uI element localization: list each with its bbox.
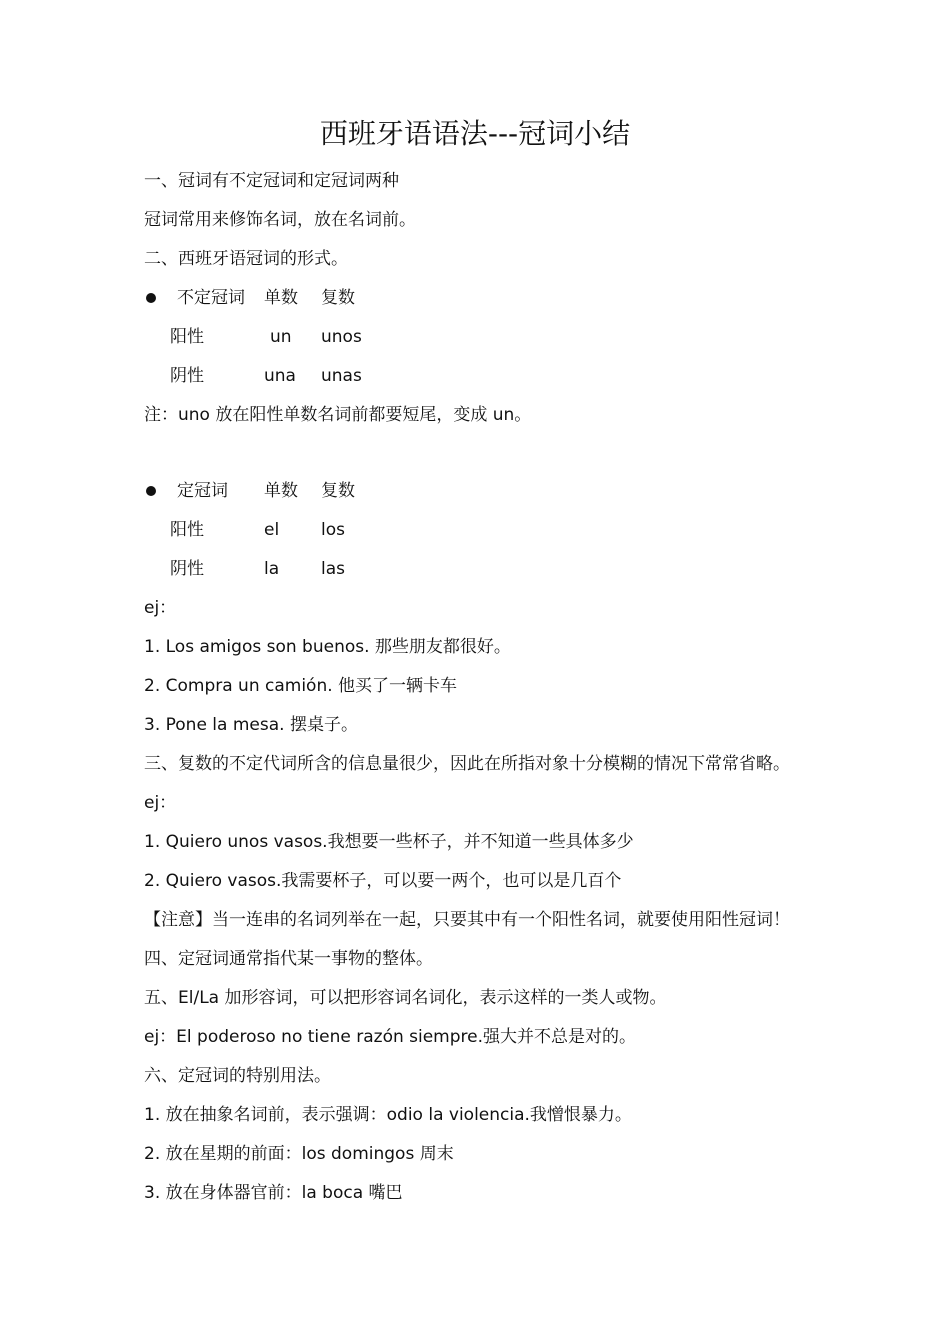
bullet-icon bbox=[146, 486, 156, 496]
table-header-cell: 单数 bbox=[264, 481, 298, 501]
table-header-cell: 定冠词 bbox=[177, 481, 228, 501]
list-item: 1. 放在抽象名词前，表示强调：odio la violencia.我憎恨暴力。 bbox=[144, 1105, 632, 1125]
table-cell: los bbox=[321, 520, 345, 540]
table-header-cell: 不定冠词 bbox=[177, 288, 245, 308]
table-cell: las bbox=[321, 559, 345, 579]
table-header-cell: 单数 bbox=[264, 288, 298, 308]
document-title: 西班牙语语法---冠词小结 bbox=[319, 117, 631, 150]
table-header-cell: 复数 bbox=[321, 481, 355, 501]
table-cell: 阳性 bbox=[170, 327, 204, 347]
example-line: 2. Compra un camión. 他买了一辆卡车 bbox=[144, 676, 458, 696]
table-cell: unos bbox=[321, 327, 362, 347]
table-cell: 阳性 bbox=[170, 520, 204, 540]
list-item: 2. 放在星期的前面：los domingos 周末 bbox=[144, 1144, 454, 1164]
ej-label: ej： bbox=[144, 598, 177, 618]
bullet-icon bbox=[146, 293, 156, 303]
table-header-cell: 复数 bbox=[321, 288, 355, 308]
table-cell: 阴性 bbox=[170, 559, 204, 579]
example-line: 1. Los amigos son buenos. 那些朋友都很好。 bbox=[144, 637, 511, 657]
table-cell: la bbox=[264, 559, 280, 579]
example-line: ej：El poderoso no tiene razón siempre.强大并不总是对的。 bbox=[144, 1027, 637, 1047]
example-line: 2. Quiero vasos.我需要杯子，可以要一两个，也可以是几百个 bbox=[144, 871, 622, 891]
notice-text: 【注意】当一连串的名词列举在一起，只要其中有一个阳性名词，就要使用阳性冠词！ bbox=[144, 910, 790, 930]
ej-label: ej： bbox=[144, 793, 177, 813]
section1-text: 冠词常用来修饰名词，放在名词前。 bbox=[144, 210, 416, 230]
table-cell: un bbox=[270, 327, 292, 347]
table-cell: una bbox=[264, 366, 296, 386]
example-line: 3. Pone la mesa. 摆桌子。 bbox=[144, 715, 358, 735]
table-cell: unas bbox=[321, 366, 362, 386]
section1-heading: 一、冠词有不定冠词和定冠词两种 bbox=[144, 171, 399, 191]
section3-heading: 三、复数的不定代词所含的信息量很少，因此在所指对象十分模糊的情况下常常省略。 bbox=[144, 754, 790, 774]
example-line: 1. Quiero unos vasos.我想要一些杯子，并不知道一些具体多少 bbox=[144, 832, 634, 852]
section2-heading: 二、西班牙语冠词的形式。 bbox=[144, 249, 348, 269]
section5-heading: 五、El/La 加形容词，可以把形容词名词化，表示这样的一类人或物。 bbox=[144, 988, 667, 1008]
section4-heading: 四、定冠词通常指代某一事物的整体。 bbox=[144, 949, 433, 969]
note-text: 注：uno 放在阳性单数名词前都要短尾，变成 un。 bbox=[144, 405, 532, 425]
table-cell: 阴性 bbox=[170, 366, 204, 386]
list-item: 3. 放在身体器官前：la boca 嘴巴 bbox=[144, 1183, 403, 1203]
section6-heading: 六、定冠词的特别用法。 bbox=[144, 1066, 331, 1086]
table-cell: el bbox=[264, 520, 280, 540]
